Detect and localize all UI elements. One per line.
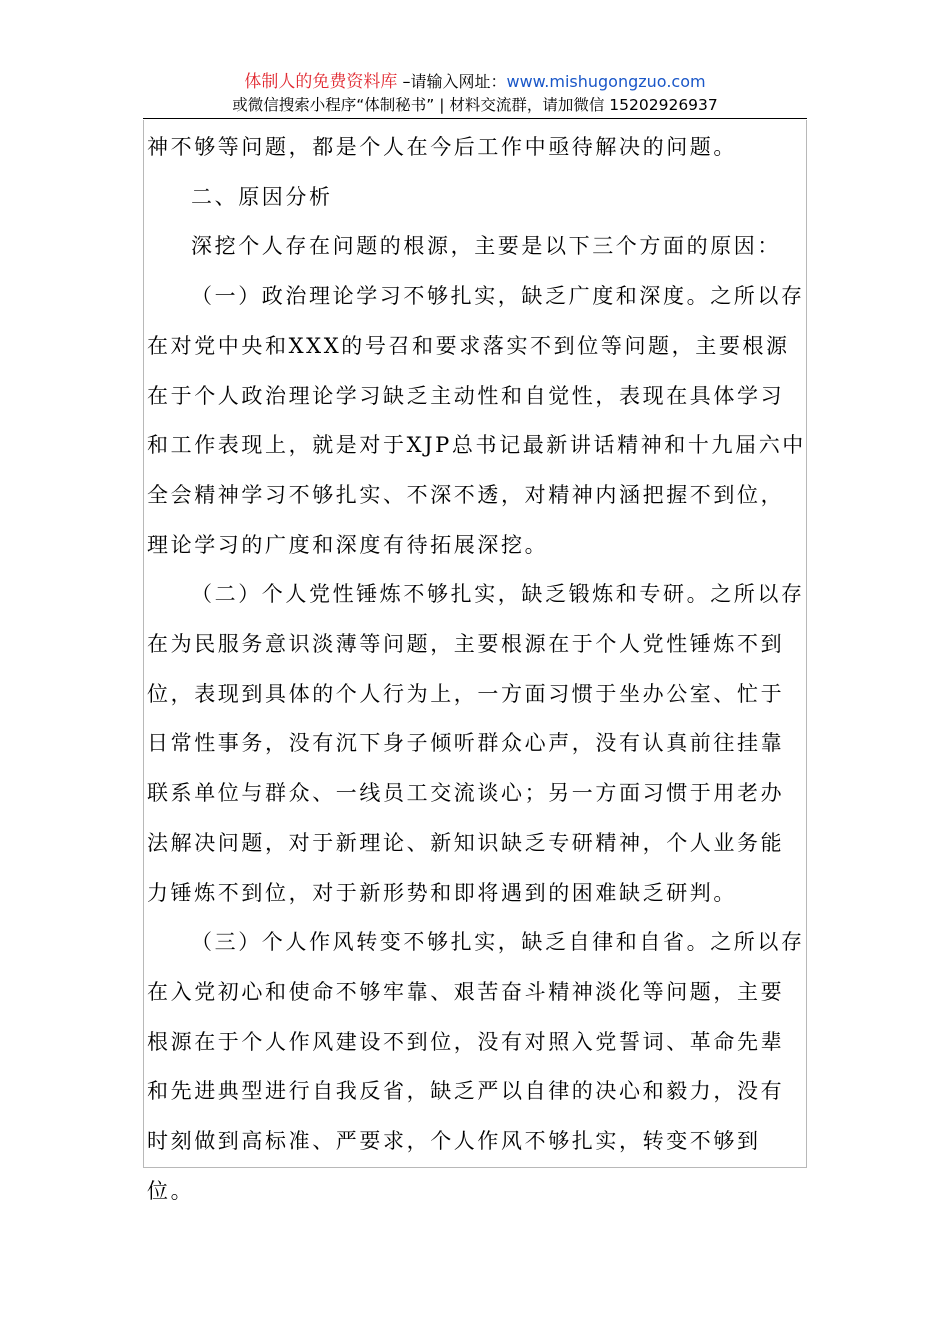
paragraph-intro: 深挖个人存在问题的根源，主要是以下三个方面的原因： xyxy=(191,234,781,259)
url-prompt: –请输入网址： xyxy=(397,72,507,91)
brand-name: 体制人的免费资料库 xyxy=(244,72,398,92)
paragraph-point-3: （三）个人作风转变不够扎实，缺乏自律和自省。之所以存在入党初心和使命不够牢靠、艰苦奋斗精神淡化等问题，主要根源在于个人作风建设不到位，没有对照入党誓词、革命先辈和先进典型进行自我反省，缺乏严以自律的决心和毅力，没有时刻做到高标准、严要求，个人作风不够扎实，转变不够到位。 xyxy=(147,930,805,1203)
website-link[interactable]: www.mishugongzuo.com xyxy=(506,72,706,91)
section-heading: 二、原因分析 xyxy=(191,184,333,209)
header-line-1 xyxy=(143,70,807,94)
header-line-2: 或微信搜索小程序“体制秘书” | 材料交流群，请加微信 15202926937 xyxy=(232,96,718,114)
paragraph-point-1: （一）政治理论学习不够扎实，缺乏广度和深度。之所以存在对党中央和XXX的号召和要求落实不到位等问题，主要根源在于个人政治理论学习缺乏主动性和自觉性，表现在具体学习和工作表现上，就是对于XJP总书记最新讲话精神和十九届六中全会精神学习不够扎实、不深不透，对精神内涵把握不到位，理论学习的广度和深度有待拓展深挖。 xyxy=(147,284,806,557)
document-body xyxy=(147,123,807,1216)
header-divider xyxy=(143,118,807,119)
paragraph-continuation: 神不够等问题，都是个人在今后工作中亟待解决的问题。 xyxy=(147,135,737,159)
paragraph-point-2: （二）个人党性锤炼不够扎实，缺乏锻炼和专研。之所以存在为民服务意识淡薄等问题，主要根源在于个人党性锤炼不到位，表现到具体的个人行为上，一方面习惯于坐办公室、忙于日常性事务，没有沉下身子倾听群众心声，没有认真前往挂靠联系单位与群众、一线员工交流谈心；另一方面习惯于用老办法解决问题，对于新理论、新知识缺乏专研精神，个人业务能力锤炼不到位，对于新形势和即将遇到的困难缺乏研判。 xyxy=(147,582,805,905)
page-header xyxy=(143,70,807,116)
